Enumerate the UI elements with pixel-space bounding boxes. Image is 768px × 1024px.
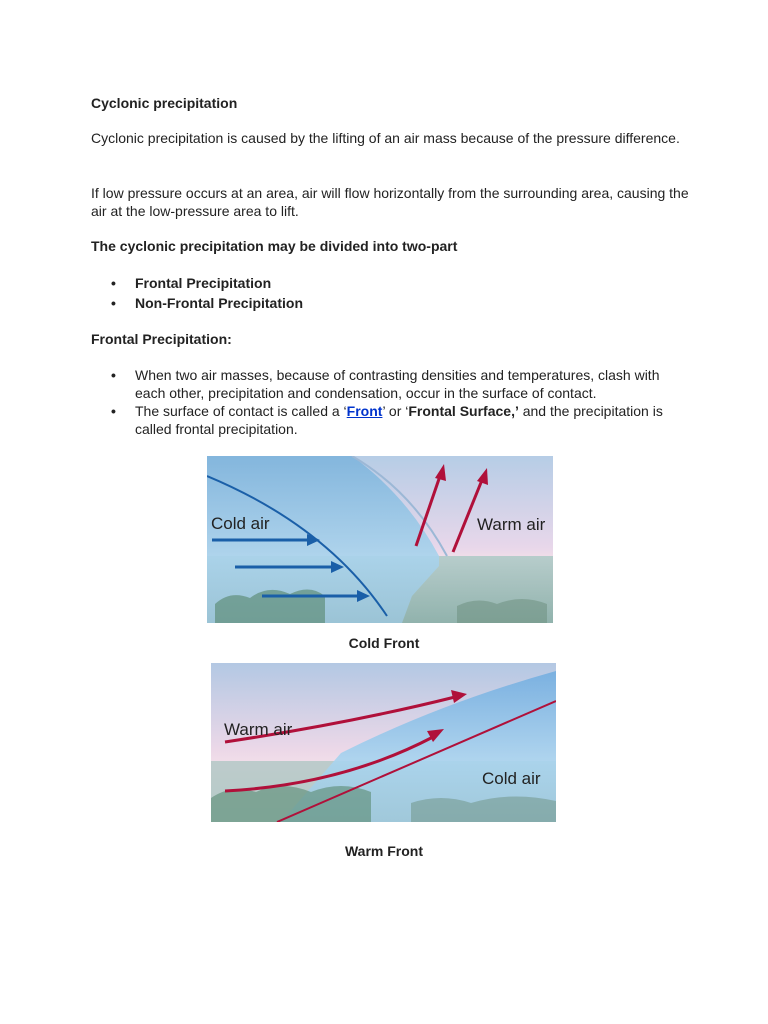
warm-front-svg (211, 663, 556, 822)
front-link[interactable]: Front (346, 403, 383, 419)
paragraph-definition: Cyclonic precipitation is caused by the lifting of an air mass because of the pressure difference. (91, 130, 680, 146)
bullet-icon: • (111, 275, 116, 291)
warm-front-caption: Warm Front (344, 843, 424, 859)
warm-front-diagram (211, 663, 556, 822)
cold-front-caption: Cold Front (348, 635, 420, 651)
section-heading: Cyclonic precipitation (91, 95, 238, 111)
warm-air-label: Warm air (477, 515, 546, 534)
cold-air-label: Cold air (482, 769, 541, 788)
list-item: • The surface of contact is called a ‘Front’ or ‘Frontal Surface,’ and the precipitation is called frontal precipitation. (111, 403, 663, 437)
list-item: • When two air masses, because of contrasting densities and temperatures, clash with each other, precipitation and condensation, occur in the surface of contact. (111, 367, 660, 401)
bullet-icon: • (111, 367, 116, 383)
bullet-icon: • (111, 403, 116, 419)
landscape-hills (411, 796, 556, 822)
list-item: • Frontal Precipitation (111, 275, 272, 291)
landscape-hills (457, 599, 547, 623)
cold-air-label: Cold air (211, 514, 270, 533)
cold-front-diagram (207, 456, 553, 623)
cold-front-svg (207, 456, 553, 623)
warm-air-label: Warm air (224, 720, 293, 739)
division-heading: The cyclonic precipitation may be divided into two-part (91, 238, 458, 254)
frontal-heading: Frontal Precipitation: (91, 331, 232, 347)
frontal-bullets-list (91, 366, 691, 438)
list-item: • Non-Frontal Precipitation (111, 295, 303, 311)
precipitation-types-list (91, 274, 691, 312)
paragraph-low-pressure: If low pressure occurs at an area, air will flow horizontally from the surrounding area, causing the air at the low-pressure area to lift. (91, 185, 689, 219)
bullet-icon: • (111, 295, 116, 311)
